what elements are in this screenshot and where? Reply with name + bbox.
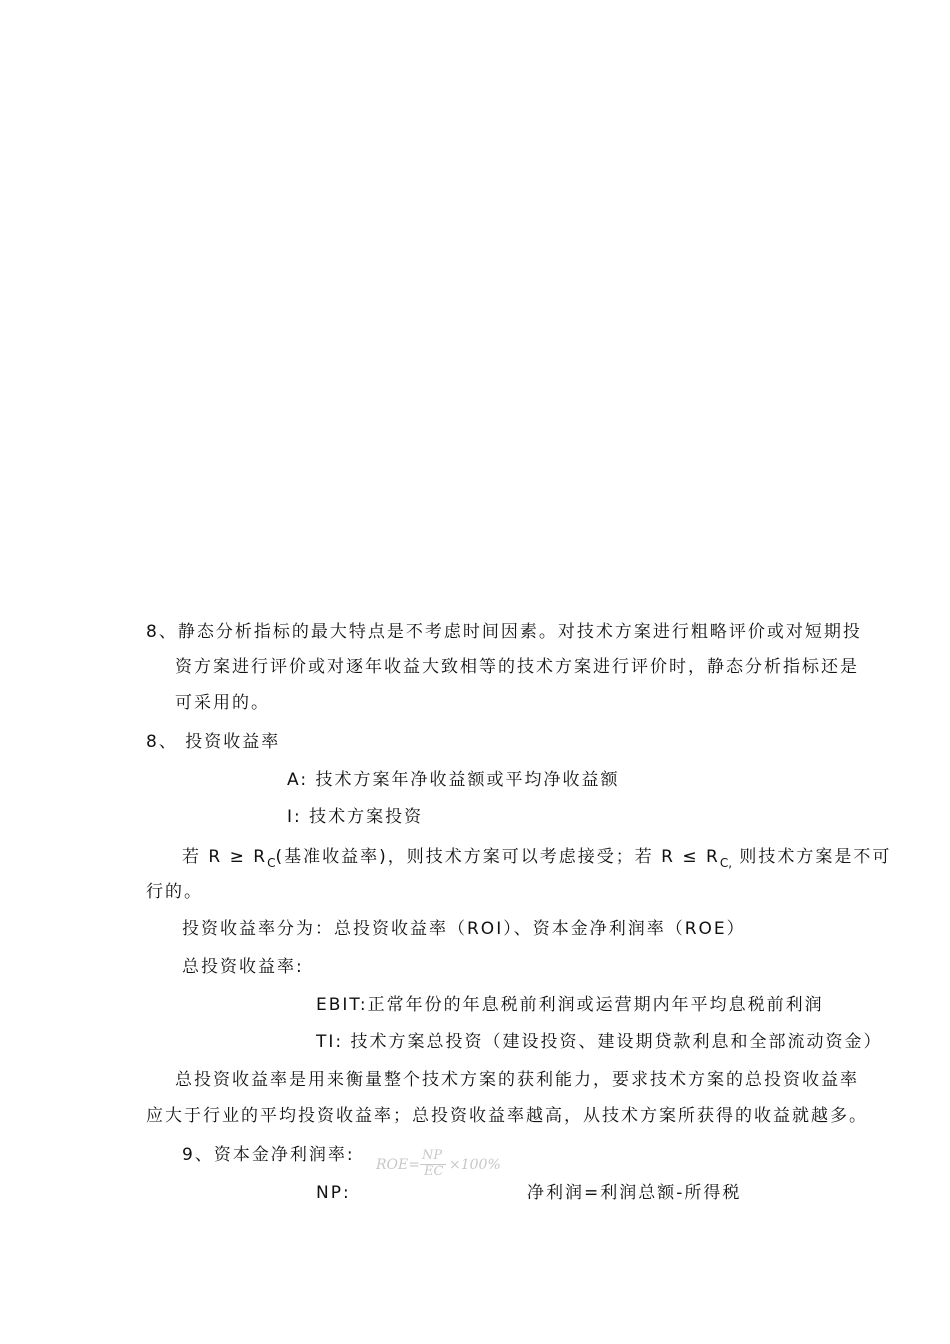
condition-line1 <box>182 846 891 874</box>
roi-subtitle: 总投资收益率: <box>182 957 304 977</box>
condition-prefix: 若 R ≥ R <box>182 847 268 867</box>
formula-denominator: EC <box>424 1164 444 1179</box>
roe-formula-image <box>376 1148 516 1179</box>
condition-sub-1: C <box>267 856 276 870</box>
np-formula-text: 净利润=利润总额-所得税 <box>527 1183 742 1203</box>
section-title-roe: 9、资本金净利润率: <box>182 1145 355 1165</box>
para-8-static-line3: 可采用的。 <box>175 693 270 713</box>
condition-suffix: 则技术方案是不可 <box>732 847 892 867</box>
section-title-roi: 8、 投资收益率 <box>146 732 281 752</box>
condition-middle: (基准收益率)，则技术方案可以考虑接受；若 R ≤ R <box>275 847 720 867</box>
definition-I: I: 技术方案投资 <box>287 807 424 827</box>
definition-TI: TI: 技术方案总投资（建设投资、建设期贷款利息和全部流动资金） <box>316 1032 883 1052</box>
definition-EBIT: EBIT:正常年份的年息税前利润或运营期内年平均息税前利润 <box>316 995 824 1015</box>
para-8-static-line2: 资方案进行评价或对逐年收益大致相等的技术方案进行评价时，静态分析指标还是 <box>175 657 859 677</box>
condition-sub-2: C, <box>719 856 733 870</box>
definition-NP: NP: <box>316 1183 351 1203</box>
condition-line2: 行的。 <box>146 882 203 902</box>
para-8-static-line1: 8、静态分析指标的最大特点是不考虑时间因素。对技术方案进行粗略评价或对短期投 <box>146 622 862 642</box>
roi-description-line1: 总投资收益率是用来衡量整个技术方案的获利能力，要求技术方案的总投资收益率 <box>175 1070 859 1090</box>
roi-split-line: 投资收益率分为：总投资收益率（ROI）、资本金净利润率（ROE） <box>182 919 746 939</box>
formula-lhs: ROE= <box>376 1157 420 1173</box>
definition-A: A: 技术方案年净收益额或平均净收益额 <box>287 770 620 790</box>
roi-description-line2: 应大于行业的平均投资收益率；总投资收益率越高，从技术方案所获得的收益就越多。 <box>146 1106 868 1126</box>
formula-rhs: ×100% <box>449 1157 501 1173</box>
formula-numerator: NP <box>422 1148 443 1163</box>
